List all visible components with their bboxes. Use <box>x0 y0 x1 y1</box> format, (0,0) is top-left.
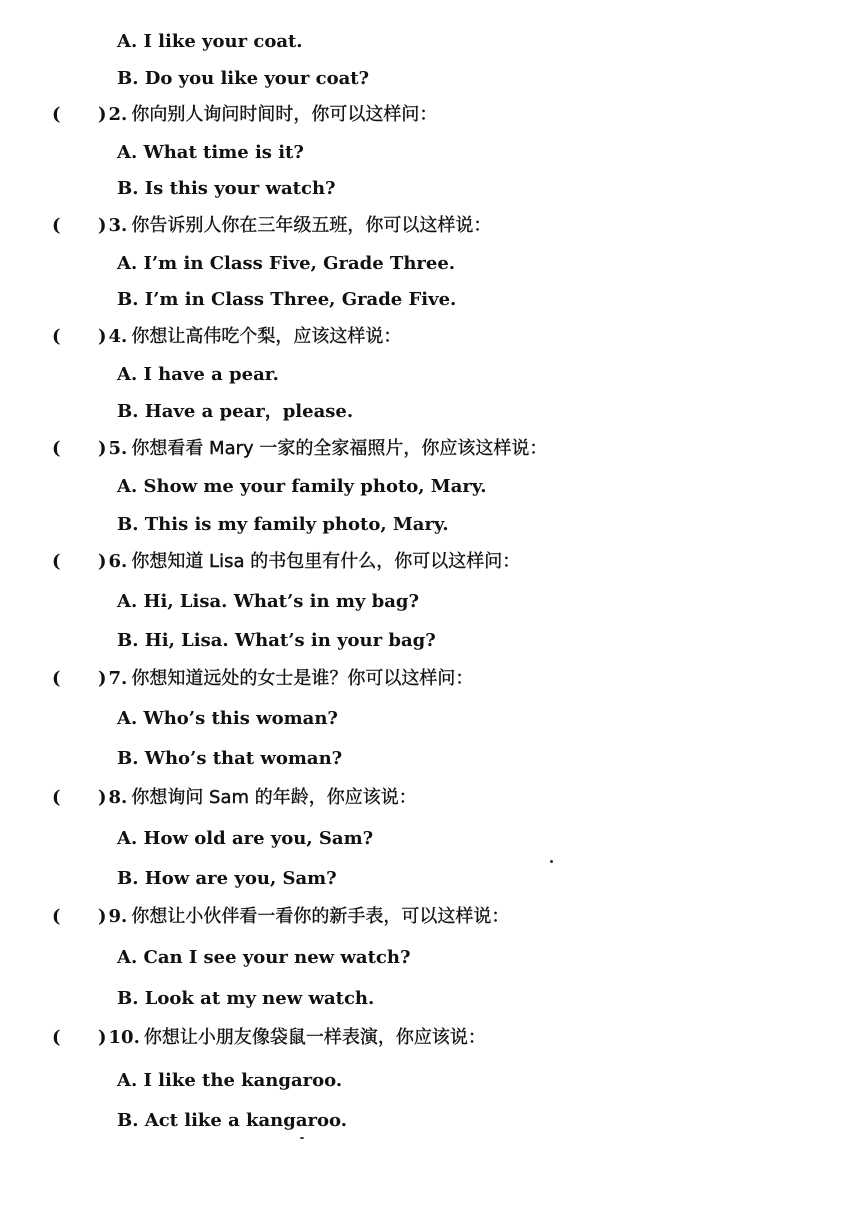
q9-option-a: A. Can I see your new watch? <box>117 947 411 968</box>
question-number: 3. <box>108 215 128 236</box>
q3-option-a: A. I’m in Class Five, Grade Three. <box>117 253 456 274</box>
answer-paren-close: ) <box>98 668 107 689</box>
question-number: 9. <box>108 906 128 927</box>
question-number: 10. <box>108 1027 140 1048</box>
q8-prompt-line <box>52 786 417 810</box>
answer-paren-open[interactable]: ( <box>52 438 61 459</box>
question-prompt: 你想知道远处的女士是谁？你可以这样问： <box>131 668 474 689</box>
question-prompt: 你想让高伟吃个梨，应该这样说： <box>131 326 402 347</box>
question-prompt: 你想知道 Lisa 的书包里有什么，你可以这样问： <box>131 551 521 572</box>
scan-speck <box>300 1137 304 1139</box>
question-prompt: 你想让小朋友像袋鼠一样表演，你应该说： <box>143 1027 486 1048</box>
q6-option-a: A. Hi, Lisa. What’s in my bag? <box>117 591 419 612</box>
q7-prompt-line <box>52 667 473 691</box>
answer-paren-close: ) <box>98 1027 107 1048</box>
q10-prompt-line <box>52 1026 486 1050</box>
question-prompt: 你向别人询问时间时，你可以这样问： <box>131 104 438 125</box>
q2-option-b: B. Is this your watch? <box>117 178 336 199</box>
question-number: 2. <box>108 104 128 125</box>
q6-option-b: B. Hi, Lisa. What’s in your bag? <box>117 630 436 651</box>
answer-paren-close: ) <box>98 438 107 459</box>
q3-prompt-line <box>52 214 491 238</box>
q7-option-a: A. Who’s this woman? <box>117 708 338 729</box>
q2-prompt-line <box>52 103 437 127</box>
q5-option-a: A. Show me your family photo, Mary. <box>117 476 487 497</box>
q3-option-b: B. I’m in Class Three, Grade Five. <box>117 289 457 310</box>
answer-paren-close: ) <box>98 551 107 572</box>
q10-option-b: B. Act like a kangaroo. <box>117 1110 347 1131</box>
question-prompt: 你想看看 Mary 一家的全家福照片，你应该这样说： <box>131 438 548 459</box>
answer-paren-close: ) <box>98 787 107 808</box>
answer-paren-close: ) <box>98 906 107 927</box>
answer-paren-close: ) <box>98 215 107 236</box>
answer-paren-open[interactable]: ( <box>52 668 61 689</box>
answer-paren-close: ) <box>98 104 107 125</box>
question-prompt: 你想让小伙伴看一看你的新手表，可以这样说： <box>131 906 510 927</box>
q10-option-a: A. I like the kangaroo. <box>117 1070 343 1091</box>
answer-paren-close: ) <box>98 326 107 347</box>
q5-option-b: B. This is my family photo, Mary. <box>117 514 449 535</box>
q4-option-b: B. Have a pear，please. <box>117 401 354 422</box>
q9-option-b: B. Look at my new watch. <box>117 988 375 1009</box>
q9-prompt-line <box>52 905 509 929</box>
q2-option-a: A. What time is it? <box>117 142 304 163</box>
q6-prompt-line <box>52 550 520 574</box>
question-number: 6. <box>108 551 128 572</box>
answer-paren-open[interactable]: ( <box>52 906 61 927</box>
q8-option-b: B. How are you, Sam? <box>117 868 337 889</box>
q8-option-a: A. How old are you, Sam? <box>117 828 374 849</box>
answer-paren-open[interactable]: ( <box>52 1027 61 1048</box>
question-prompt: 你告诉别人你在三年级五班，你可以这样说： <box>131 215 492 236</box>
question-number: 7. <box>108 668 128 689</box>
answer-paren-open[interactable]: ( <box>52 104 61 125</box>
scan-speck <box>550 860 553 863</box>
q1-option-a: A. I like your coat. <box>117 31 303 52</box>
q4-prompt-line <box>52 325 401 349</box>
question-prompt: 你想询问 Sam 的年龄，你应该说： <box>131 787 417 808</box>
q4-option-a: A. I have a pear. <box>117 364 279 385</box>
answer-paren-open[interactable]: ( <box>52 326 61 347</box>
answer-paren-open[interactable]: ( <box>52 215 61 236</box>
answer-paren-open[interactable]: ( <box>52 787 61 808</box>
q5-prompt-line <box>52 437 547 461</box>
q1-option-b: B. Do you like your coat? <box>117 68 370 89</box>
answer-paren-open[interactable]: ( <box>52 551 61 572</box>
q7-option-b: B. Who’s that woman? <box>117 748 343 769</box>
question-number: 4. <box>108 326 128 347</box>
question-number: 8. <box>108 787 128 808</box>
question-number: 5. <box>108 438 128 459</box>
